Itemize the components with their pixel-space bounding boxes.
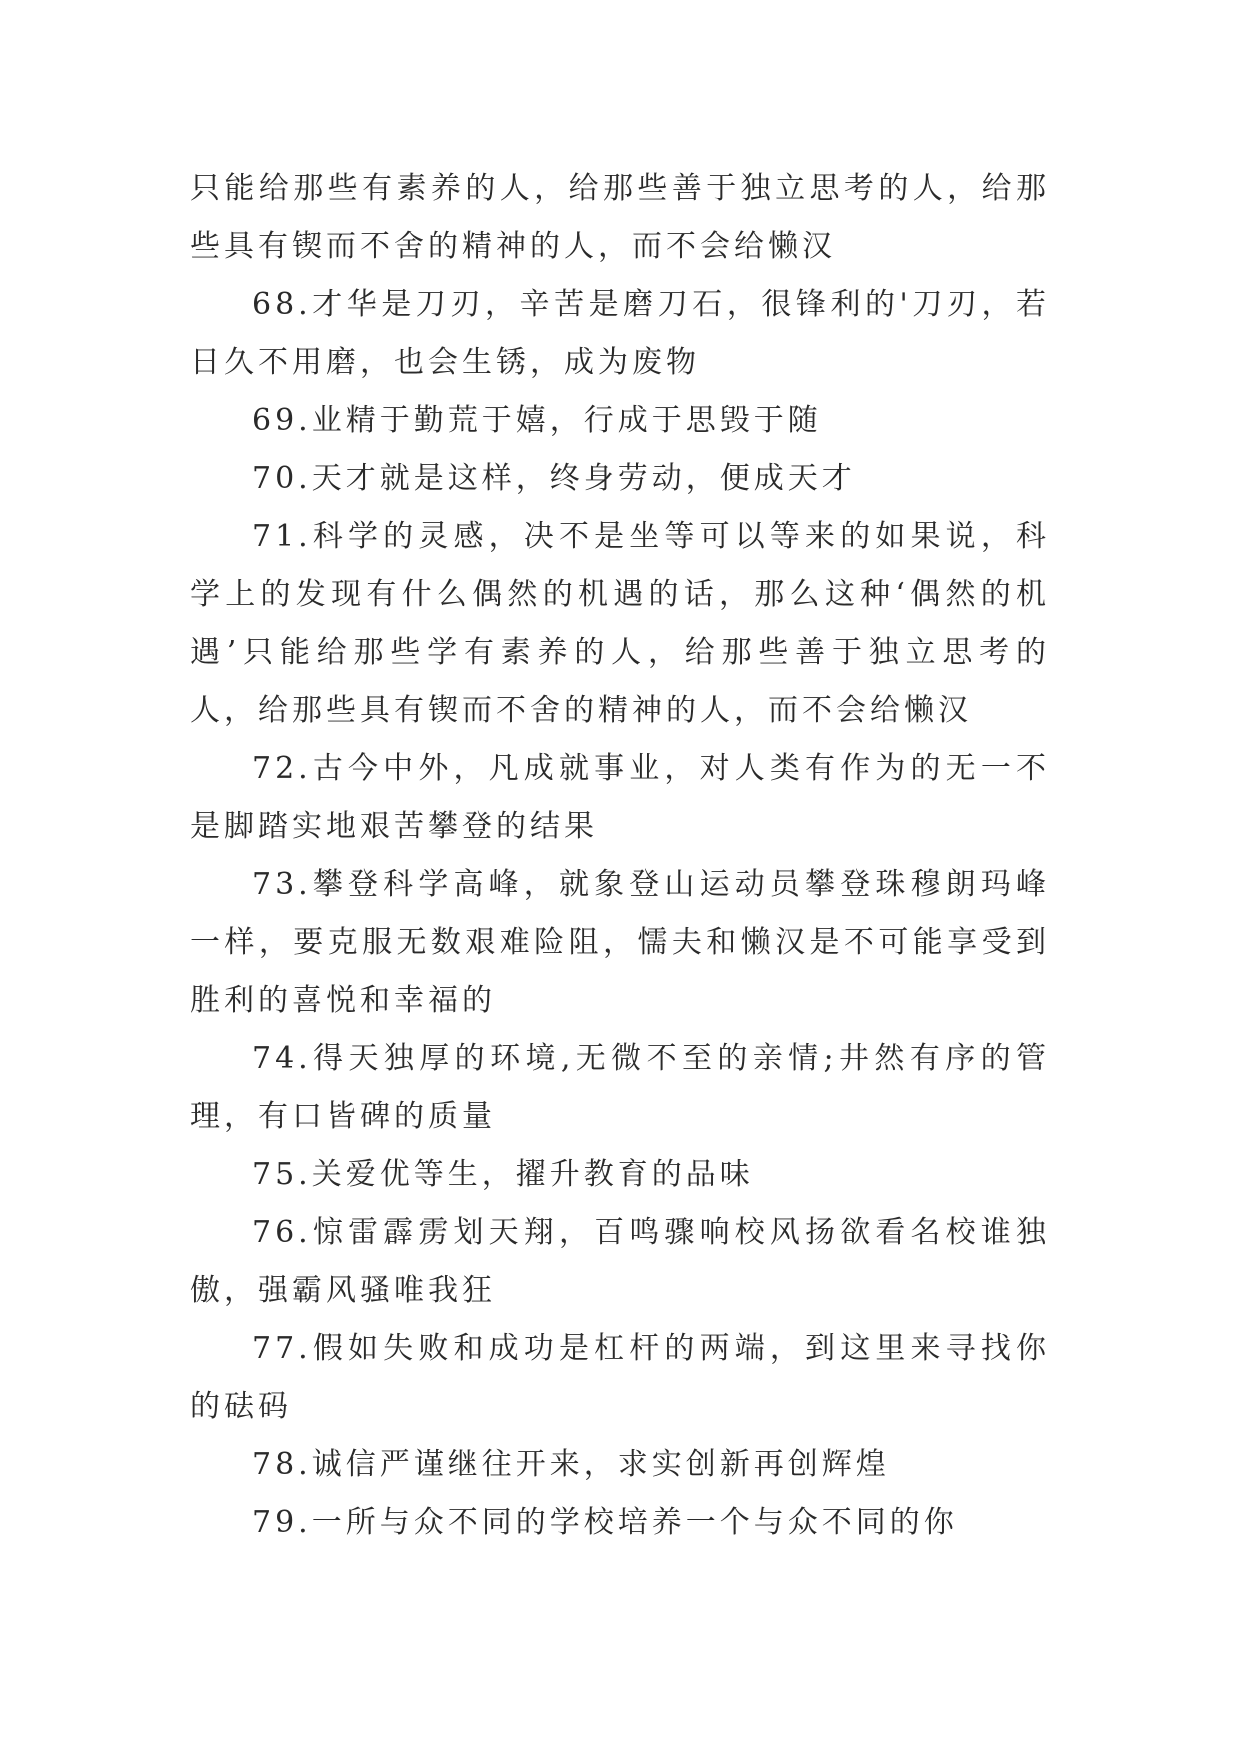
paragraph-79: 79.一所与众不同的学校培养一个与众不同的你 <box>252 1505 958 1540</box>
paragraph-continuation: 只能给那些有素养的人，给那些善于独立思考的人，给那些具有锲而不舍的精神的人，而不会给懒汉 <box>190 171 1050 264</box>
paragraph-75: 75.关爱优等生，擢升教育的品味 <box>252 1157 754 1192</box>
paragraph-76: 76.惊雷霹雳划天翔，百鸣骤响校风扬欲看名校谁独傲，强霸风骚唯我狂 <box>190 1215 1050 1308</box>
paragraph-68: 68.才华是刀刃，辛苦是磨刀石，很锋利的'刀刃，若日久不用磨，也会生锈，成为废物 <box>190 287 1050 380</box>
paragraph-77: 77.假如失败和成功是杠杆的两端，到这里来寻找你的砝码 <box>190 1331 1050 1424</box>
paragraph-74: 74.得天独厚的环境,无微不至的亲情;井然有序的管理，有口皆碑的质量 <box>190 1041 1050 1134</box>
paragraph-73: 73.攀登科学高峰，就象登山运动员攀登珠穆朗玛峰一样，要克服无数艰难险阻，懦夫和懒汉是不可能享受到胜利的喜悦和幸福的 <box>190 867 1050 1018</box>
paragraph-71: 71.科学的灵感，决不是坐等可以等来的如果说，科学上的发现有什么偶然的机遇的话，那么这种‘偶然的机遇’只能给那些学有素养的人，给那些善于独立思考的人，给那些具有锲而不舍的精神的人，而不会给懒汉 <box>190 519 1050 728</box>
paragraph-72: 72.古今中外，凡成就事业，对人类有作为的无一不是脚踏实地艰苦攀登的结果 <box>190 751 1050 844</box>
document-body <box>190 160 1050 1552</box>
paragraph-78: 78.诚信严谨继往开来，求实创新再创辉煌 <box>252 1447 890 1482</box>
paragraph-70: 70.天才就是这样，终身劳动，便成天才 <box>252 461 856 496</box>
paragraph-69: 69.业精于勤荒于嬉，行成于思毁于随 <box>252 403 822 438</box>
